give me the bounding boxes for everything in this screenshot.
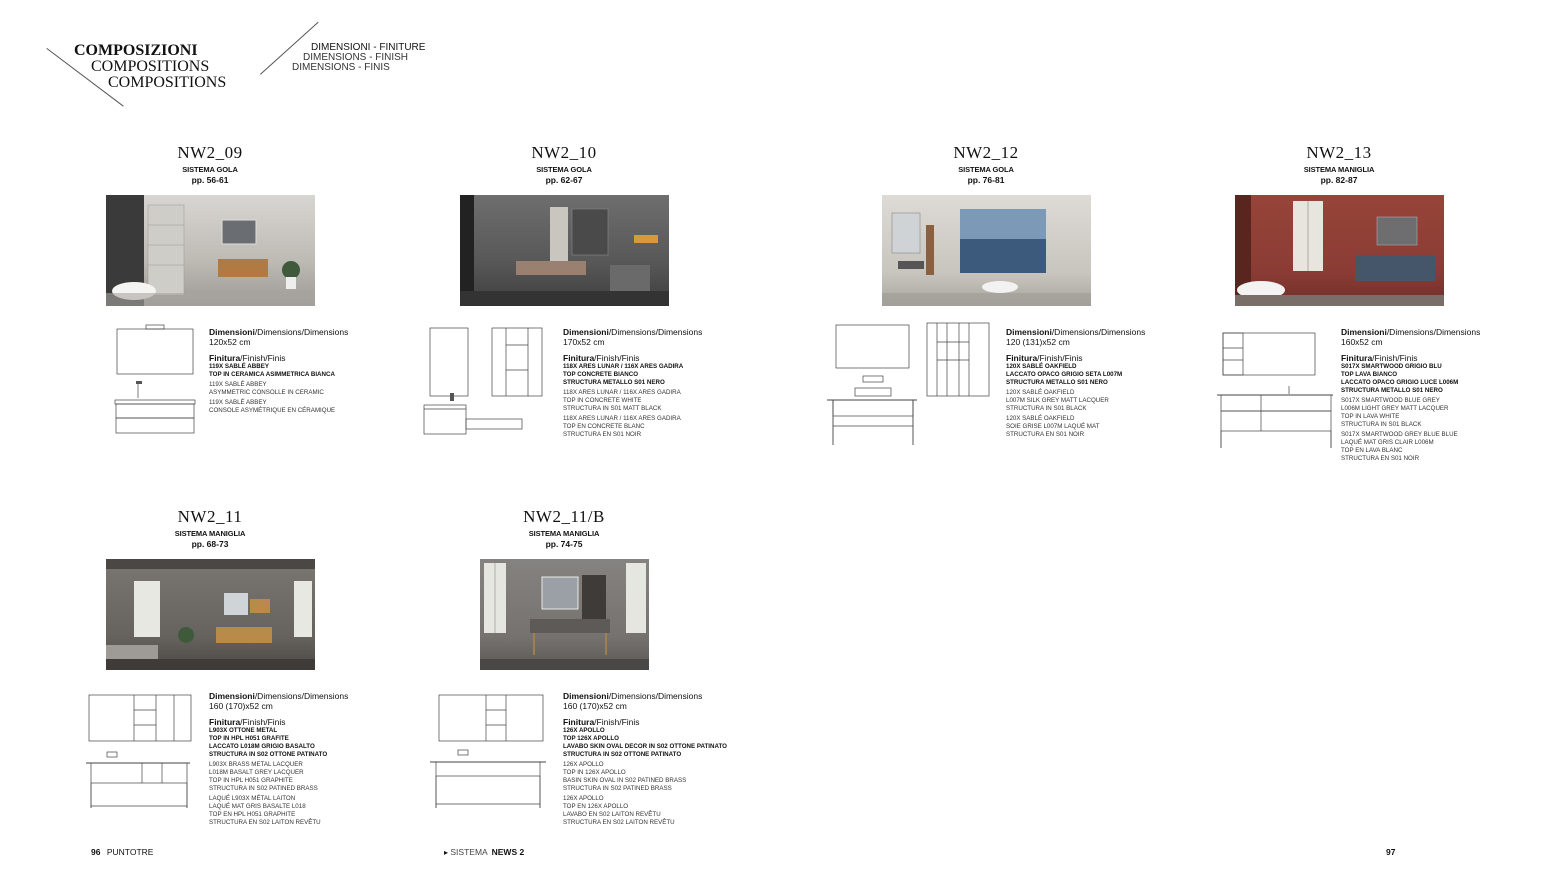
finish-fr: 119X SABLÉ ABBEY CONSOLE ASYMÉTRIQUE EN CÉRAMIQUE [209, 399, 336, 414]
finish-label: Finitura/Finish/Finis [563, 353, 640, 363]
finish-fr: S017X SMARTWOOD GREY BLUE BLUE LAQUÉ MAT GRIS CLAIR L006M TOP EN LAVA BLANC STRUCTURA EN S01 NOIR [1341, 431, 1458, 462]
composition-system: SISTEMA MANIGLIA [174, 529, 246, 538]
dimensions-label: Dimensioni/Dimensions/Dimensions [563, 691, 703, 701]
finish-label: Finitura/Finish/Finis [563, 717, 640, 727]
composition-photo [106, 195, 315, 306]
finish-it: 126X APOLLO TOP 126X APOLLO LAVABO SKIN OVAL DECOR IN S02 OTTONE PATINATO STRUCTURA IN S02 OTTONE PATINATO [563, 727, 727, 758]
finish-en: 118X ARES LUNAR / 116X ARES GADIRA TOP IN CONCRETE WHITE STRUCTURA IN S01 MATT BLACK [563, 389, 681, 412]
finish-fr: 126X APOLLO TOP EN 126X APOLLO LAVABO EN S02 LAITON REVÊTU STRUCTURA EN S02 LAITON REVÊTU [563, 795, 675, 826]
composition-system: SISTEMA GOLA [182, 165, 238, 174]
dimensions-value: 160x52 cm [1341, 337, 1383, 347]
finish-it: 118X ARES LUNAR / 116X ARES GADIRA TOP CONCRETE BIANCO STRUCTURA METALLO S01 NERO [563, 363, 684, 386]
finish-en: S017X SMARTWOOD BLUE GREY L006M LIGHT GREY MATT LACQUER TOP IN LAVA WHITE STRUCTURA IN S01 BLACK [1341, 397, 1449, 428]
composition-code: NW2_11 [177, 507, 243, 526]
header-title-en: COMPOSITIONS [91, 58, 210, 75]
composition-technical-drawing [1215, 328, 1335, 450]
composition-pages: pp. 68-73 [191, 539, 229, 549]
dimensions-label: Dimensioni/Dimensions/Dimensions [209, 327, 349, 337]
dimensions-label: Dimensioni/Dimensions/Dimensions [1341, 327, 1481, 337]
composition-code: NW2_10 [531, 143, 597, 162]
composition-code: NW2_12 [953, 143, 1019, 162]
finish-it: 119X SABLÉ ABBEY TOP IN CERAMICA ASIMMETRICA BIANCA [209, 363, 335, 378]
finish-label: Finitura/Finish/Finis [1006, 353, 1083, 363]
brand-name: PUNTOTRE [106, 847, 154, 857]
page-number-left: 96 [91, 847, 101, 857]
finish-label: Finitura/Finish/Finis [209, 717, 286, 727]
header-sub-it: DIMENSIONI - FINITURE [311, 42, 426, 53]
finish-fr: 120X SABLÉ OAKFIELD SOIE GRISE L007M LAQUÉ MAT STRUCTURA EN S01 NOIR [1006, 415, 1100, 438]
composition-info [1006, 327, 1176, 439]
composition-technical-drawing [84, 692, 194, 812]
composition-system: SISTEMA MANIGLIA [1303, 165, 1375, 174]
composition-photo [460, 195, 669, 306]
composition-pages: pp. 76-81 [967, 175, 1005, 185]
footer-center [444, 847, 524, 857]
finish-en: 126X APOLLO TOP IN 126X APOLLO BASIN SKIN OVAL IN S02 PATINED BRASS STRUCTURA IN S02 PATINED BRASS [563, 761, 687, 792]
bathroom-photo-illustration [882, 195, 1091, 306]
bathroom-photo-illustration [1235, 195, 1444, 306]
finish-fr: 118X ARES LUNAR / 116X ARES GADIRA TOP EN CONCRETE BLANC STRUCTURA EN S01 NOIR [563, 415, 681, 438]
composition-info [1341, 327, 1511, 463]
header-title-fr: COMPOSITIONS [108, 74, 227, 91]
composition-system: SISTEMA GOLA [958, 165, 1014, 174]
finish-en: 120X SABLÉ OAKFIELD L007M SILK GREY MATT LACQUER STRUCTURA IN S01 BLACK [1006, 389, 1109, 412]
composition-pages: pp. 74-75 [545, 539, 583, 549]
arrow-right-icon: ▸ [444, 848, 449, 857]
footer-system-label: SISTEMA [450, 847, 488, 857]
finish-it: S017X SMARTWOOD GRIGIO BLU TOP LAVA BIANCO LACCATO OPACO GRIGIO LUCE L006M STRUCTURA METALLO S01 NERO [1341, 363, 1459, 394]
composition-info [209, 327, 379, 415]
footer-left [91, 847, 153, 857]
footer-right [1386, 847, 1395, 857]
finish-en: L903X BRASS METAL LACQUER L018M BASALT GREY LACQUER TOP IN HPL H051 GRAPHITE STRUCTURA IN S02 PATINED BRASS [209, 761, 318, 792]
finish-label: Finitura/Finish/Finis [1341, 353, 1418, 363]
composition-code: NW2_11/B [523, 507, 605, 526]
dimensions-label: Dimensioni/Dimensions/Dimensions [209, 691, 349, 701]
finish-label: Finitura/Finish/Finis [209, 353, 286, 363]
finish-it: 120X SABLÉ OAKFIELD LACCATO OPACO GRIGIO SETA L007M STRUCTURA METALLO S01 NERO [1006, 363, 1123, 386]
composition-photo [480, 559, 649, 670]
dimensions-value: 170x52 cm [563, 337, 605, 347]
composition-technical-drawing [112, 322, 202, 437]
dimensions-label: Dimensioni/Dimensions/Dimensions [1006, 327, 1146, 337]
header-sub-en: DIMENSIONS - FINISH [303, 52, 409, 63]
composition-info [563, 327, 733, 439]
composition-code: NW2_13 [1306, 143, 1372, 162]
composition-technical-drawing [428, 692, 548, 812]
footer-news-label: NEWS 2 [491, 847, 525, 857]
bathroom-photo-illustration [460, 195, 669, 306]
finish-en: 119X SABLÉ ABBEY ASYMMETRIC CONSOLLE IN CERAMIC [209, 381, 324, 396]
header-sub-fr: DIMENSIONS - FINIS [292, 62, 390, 73]
composition-pages: pp. 62-67 [545, 175, 583, 185]
composition-pages: pp. 82-87 [1320, 175, 1358, 185]
bathroom-photo-illustration [106, 559, 315, 670]
bathroom-photo-illustration [480, 559, 649, 670]
dimensions-value: 120 (131)x52 cm [1006, 337, 1070, 347]
composition-system: SISTEMA GOLA [536, 165, 592, 174]
composition-photo [106, 559, 315, 670]
header-title-it: COMPOSIZIONI [74, 42, 198, 59]
composition-photo [1235, 195, 1444, 306]
dimensions-value: 120x52 cm [209, 337, 251, 347]
composition-technical-drawing [825, 320, 995, 448]
dimensions-label: Dimensioni/Dimensions/Dimensions [563, 327, 703, 337]
composition-code: NW2_09 [177, 143, 243, 162]
composition-pages: pp. 56-61 [191, 175, 229, 185]
composition-info [563, 691, 733, 827]
finish-fr: LAQUÉ L903X MÉTAL LAITON LAQUÉ MAT GRIS BASALTE L018 TOP EN HPL H051 GRAPHITE STRUCTURA EN S02 LAITON REVÊTU [209, 795, 321, 826]
page-number-right: 97 [1386, 847, 1396, 857]
dimensions-value: 160 (170)x52 cm [209, 701, 273, 711]
composition-technical-drawing [422, 325, 547, 437]
composition-info [209, 691, 379, 827]
finish-it: L903X OTTONE METAL TOP IN HPL H051 GRAFITE LACCATO L018M GRIGIO BASALTO STRUCTURA IN S02 OTTONE PATINATO [209, 727, 328, 758]
dimensions-value: 160 (170)x52 cm [563, 701, 627, 711]
composition-photo [882, 195, 1091, 306]
bathroom-photo-illustration [106, 195, 315, 306]
composition-system: SISTEMA MANIGLIA [528, 529, 600, 538]
